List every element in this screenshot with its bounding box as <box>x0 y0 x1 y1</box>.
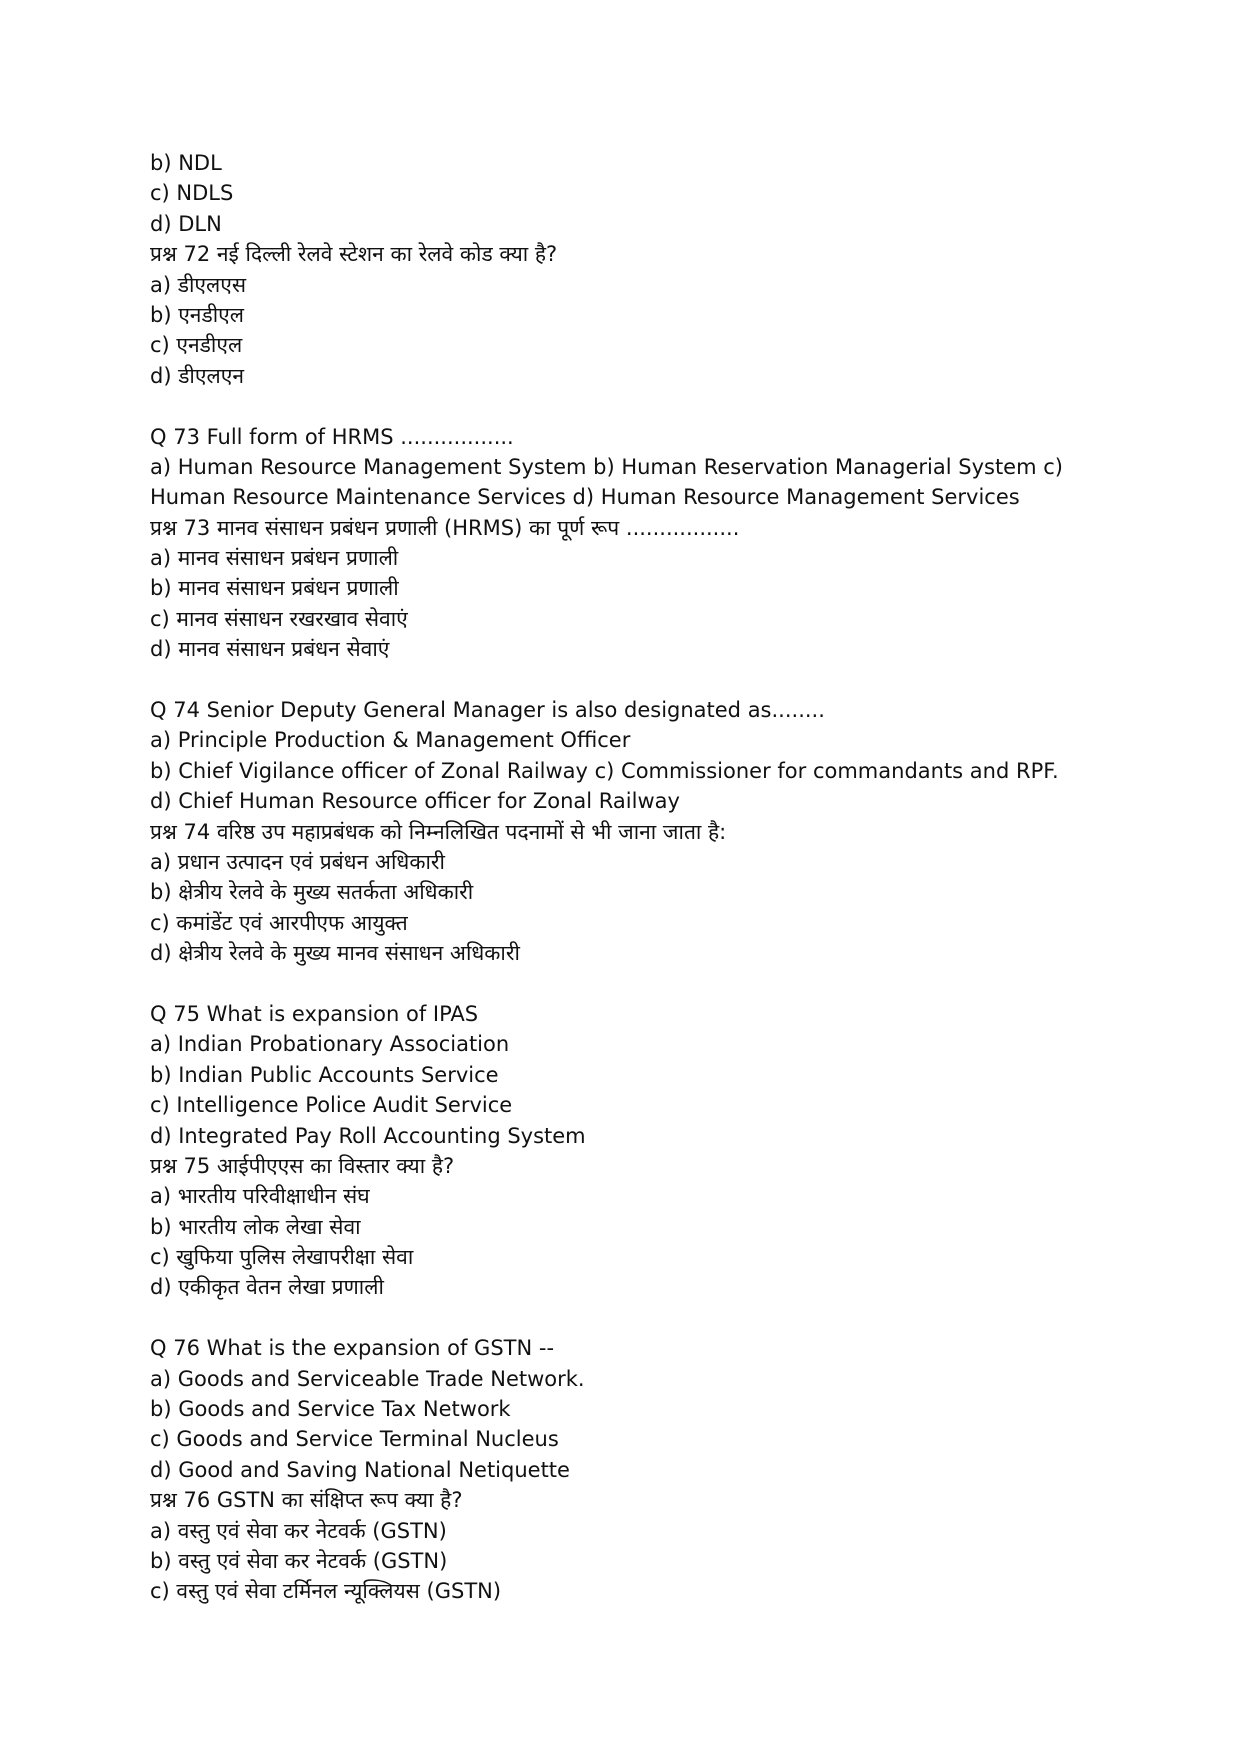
spacer <box>150 665 1070 695</box>
spacer <box>150 1303 1070 1333</box>
question-75-hindi: प्रश्न 75 आईपीएएस का विस्तार क्या है? <box>150 1153 455 1178</box>
option-b-hindi: b) वस्तु एवं सेवा कर नेटवर्क (GSTN) <box>150 1548 448 1573</box>
option-d-hindi: d) मानव संसाधन प्रबंधन सेवाएं <box>150 637 390 662</box>
option-b-hindi: b) मानव संसाधन प्रबंधन प्रणाली <box>150 576 399 601</box>
question-73-english: Q 73 Full form of HRMS ................. <box>150 424 514 449</box>
question-74-english: Q 74 Senior Deputy General Manager is also designated as........ <box>150 698 825 723</box>
option-d-english: d) Good and Saving National Netiquette <box>150 1457 570 1482</box>
document-content <box>150 148 1070 1607</box>
option-c-hindi: c) खुफिया पुलिस लेखापरीक्षा सेवा <box>150 1245 414 1270</box>
option-a-english: a) Goods and Serviceable Trade Network. <box>150 1366 585 1391</box>
option-a-hindi: a) प्रधान उत्पादन एवं प्रबंधन अधिकारी <box>150 849 445 874</box>
spacer <box>150 969 1070 999</box>
option-a-english: a) Indian Probationary Association <box>150 1032 510 1057</box>
option-c-hindi: c) एनडीएल <box>150 333 243 358</box>
option-b-hindi: b) भारतीय लोक लेखा सेवा <box>150 1214 361 1239</box>
option-d-hindi: d) क्षेत्रीय रेलवे के मुख्य मानव संसाधन अधिकारी <box>150 941 520 966</box>
option-d-english: d) Chief Human Resource officer for Zonal Railway <box>150 789 680 814</box>
option-c-english: c) NDLS <box>150 181 234 206</box>
option-a-hindi: a) भारतीय परिवीक्षाधीन संघ <box>150 1184 370 1209</box>
option-b-english: b) Goods and Service Tax Network <box>150 1397 511 1422</box>
option-c-hindi: c) मानव संसाधन रखरखाव सेवाएं <box>150 606 408 631</box>
option-c-english: c) Goods and Service Terminal Nucleus <box>150 1427 559 1452</box>
question-75-english: Q 75 What is expansion of IPAS <box>150 1001 479 1026</box>
option-a-hindi: a) वस्तु एवं सेवा कर नेटवर्क (GSTN) <box>150 1518 447 1543</box>
option-c-hindi: c) कमांडेंट एवं आरपीएफ आयुक्त <box>150 910 408 935</box>
option-d-english: d) DLN <box>150 211 222 236</box>
question-73-hindi: प्रश्न 73 मानव संसाधन प्रबंधन प्रणाली (HRMS) का पूर्ण रूप ................. <box>150 515 740 540</box>
option-a-hindi: a) मानव संसाधन प्रबंधन प्रणाली <box>150 546 399 571</box>
option-c-english: c) Intelligence Police Audit Service <box>150 1093 513 1118</box>
option-b-english: b) Indian Public Accounts Service <box>150 1062 499 1087</box>
question-75-block <box>150 999 1070 1303</box>
question-76-english: Q 76 What is the expansion of GSTN -- <box>150 1336 555 1361</box>
question-76-hindi: प्रश्न 76 GSTN का संक्षिप्त रूप क्या है? <box>150 1488 463 1513</box>
spacer <box>150 391 1070 421</box>
option-b-c-english: b) Chief Vigilance officer of Zonal Railway c) Commissioner for commandants and RPF. <box>150 758 1059 783</box>
question-72-block <box>150 148 1070 391</box>
question-72-hindi: प्रश्न 72 नई दिल्ली रेलवे स्टेशन का रेलवे कोड क्या है? <box>150 242 558 267</box>
question-73-block <box>150 422 1070 665</box>
option-a-english: a) Principle Production & Management Officer <box>150 728 631 753</box>
option-b-english: b) NDL <box>150 151 222 175</box>
option-c-hindi: c) वस्तु एवं सेवा टर्मिनल न्यूक्लियस (GSTN) <box>150 1579 502 1604</box>
option-d-hindi: d) एकीकृत वेतन लेखा प्रणाली <box>150 1275 384 1300</box>
option-d-english: d) Integrated Pay Roll Accounting System <box>150 1123 586 1148</box>
option-b-hindi: b) क्षेत्रीय रेलवे के मुख्य सतर्कता अधिकारी <box>150 880 474 905</box>
options-english-line-1: a) Human Resource Management System b) Human Reservation Managerial System c) <box>150 454 1063 479</box>
question-76-block <box>150 1333 1070 1607</box>
options-english-line-2: Human Resource Maintenance Services d) Human Resource Management Services <box>150 485 1020 510</box>
question-74-hindi: प्रश्न 74 वरिष्ठ उप महाप्रबंधक को निम्नलिखित पदनामों से भी जाना जाता है: <box>150 819 727 844</box>
option-a-hindi: a) डीएलएस <box>150 272 247 297</box>
question-74-block <box>150 695 1070 969</box>
option-b-hindi: b) एनडीएल <box>150 302 244 327</box>
option-d-hindi: d) डीएलएन <box>150 363 244 388</box>
